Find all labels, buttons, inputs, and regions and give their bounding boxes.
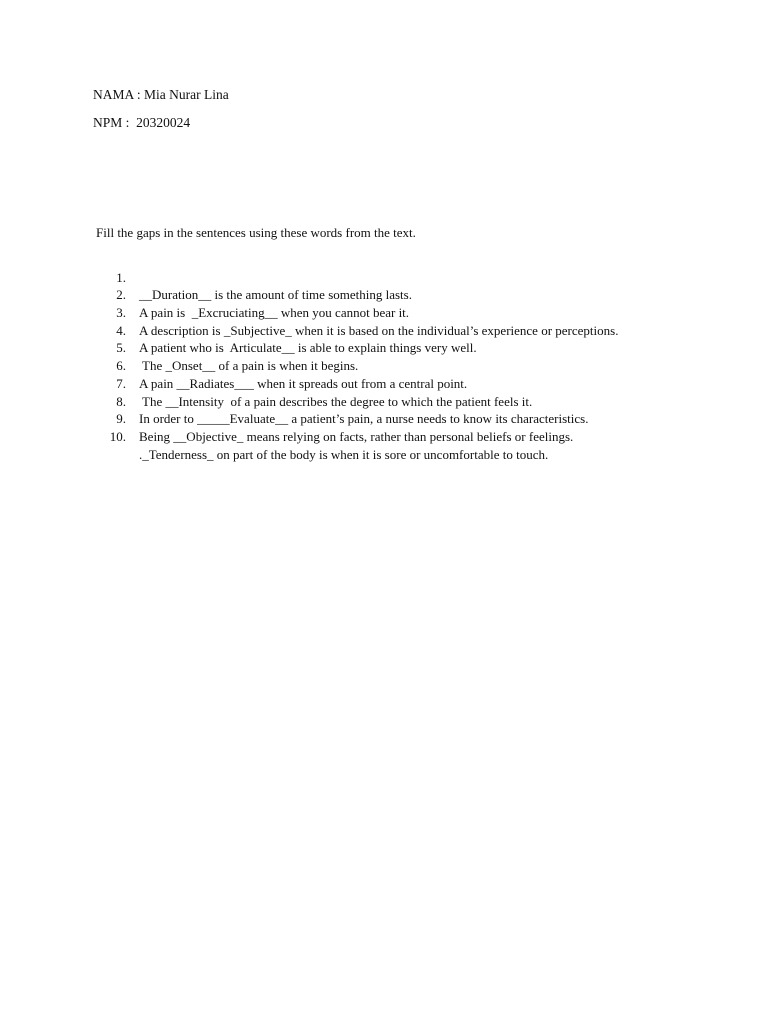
question-number: 4.: [116, 322, 126, 338]
exercise-instruction: Fill the gaps in the sentences using these words from the text.: [96, 225, 416, 240]
question-number: 3.: [116, 305, 126, 321]
student-name-line: NAMA : Mia Nurar Lina: [93, 87, 229, 102]
question-number: 1.: [116, 269, 126, 285]
question-text: Being __Objective_ means relying on facts, rather than personal beliefs or feelings.: [139, 428, 574, 444]
question-list: [0, 251, 619, 462]
question-text: A pain is _Excruciating__ when you cannot bear it.: [139, 305, 410, 321]
question-number: 2.: [116, 287, 126, 303]
question-number: 5.: [116, 340, 126, 356]
question-text: A description is _Subjective_ when it is based on the individual’s experience or perceptions.: [139, 322, 619, 338]
student-npm-line: NPM : 20320024: [93, 115, 191, 130]
question-text: A pain __Radiates___ when it spreads out from a central point.: [139, 375, 468, 391]
question-number: 10.: [109, 428, 126, 444]
question-text: In order to _____Evaluate__ a patient’s pain, a nurse needs to know its characteristics.: [139, 411, 589, 427]
question-text: A patient who is Articulate__ is able to explain things very well.: [139, 340, 477, 356]
question-number: 9.: [116, 411, 126, 427]
question-text: __Duration__ is the amount of time something lasts.: [139, 287, 412, 303]
question-item-1: [0, 251, 412, 303]
question-text: The _Onset__ of a pain is when it begins.: [139, 358, 359, 374]
question-number: 7.: [116, 375, 126, 391]
question-text: The __Intensity of a pain describes the degree to which the patient feels it.: [139, 393, 533, 409]
question-text: ._Tenderness_ on part of the body is when it is sore or uncomfortable to touch.: [139, 446, 549, 462]
question-number: 6.: [116, 358, 126, 374]
question-number: 8.: [116, 393, 126, 409]
